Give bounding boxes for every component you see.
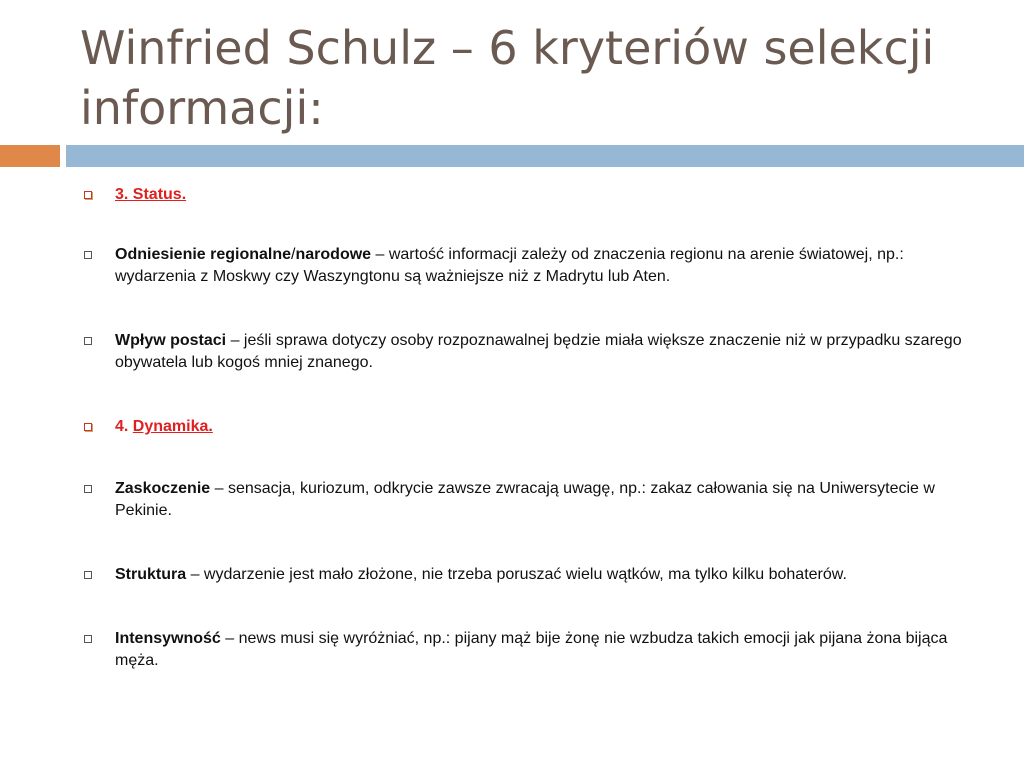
list-item-surprise	[78, 478, 978, 522]
square-bullet-icon	[84, 337, 92, 345]
item-text: – sensacja, kuriozum, odkrycie zawsze zwracają uwagę, np.: zakaz całowania się na Uniwersytecie w Pekinie.	[115, 480, 935, 519]
square-bullet-icon	[84, 635, 92, 643]
square-bullet-icon	[84, 251, 92, 259]
item-term: Wpływ postaci	[115, 332, 227, 349]
slide-content	[78, 180, 978, 672]
list-item-structure	[78, 564, 978, 586]
item-separator: /	[291, 246, 296, 263]
item-text: – wydarzenie jest mało złożone, nie trzeba poruszać wielu wątków, ma tylko kilku bohaterów.	[186, 566, 847, 583]
item-text: – jeśli sprawa dotyczy osoby rozpoznawalnej będzie miała większe znaczenie niż w przypadku szarego obywatela lub kogoś mniej znanego.	[115, 332, 962, 371]
item-text: – wartość informacji zależy od znaczenia regionu na arenie światowej, np.: wydarzenia z Moskwy czy Waszyngtonu są ważniejsze niż z Madrytu lub Aten.	[115, 246, 904, 285]
item-term: Intensywność	[115, 630, 221, 647]
list-item-regional	[78, 244, 978, 288]
section-heading-dynamics	[78, 416, 978, 438]
square-bullet-icon	[84, 571, 92, 579]
list-item-person	[78, 330, 978, 374]
slide-title: Winfried Schulz – 6 kryteriów selekcji informacji:	[80, 21, 935, 135]
heading-label: Dynamika.	[132, 418, 213, 435]
list-item-intensity	[78, 628, 978, 672]
section-heading-status	[78, 184, 978, 206]
item-term: Zaskoczenie	[115, 480, 211, 497]
item-term: Odniesienie regionalne	[115, 246, 292, 263]
item-term-2: narodowe	[295, 246, 372, 263]
square-bullet-icon	[84, 485, 92, 493]
square-bullet-icon	[84, 191, 92, 199]
square-bullet-icon	[84, 423, 92, 431]
heading-label: 3. Status.	[115, 186, 187, 203]
accent-bar-blue	[66, 145, 1024, 167]
item-term: Struktura	[115, 566, 187, 583]
item-text: – news musi się wyróżniać, np.: pijany mąż bije żonę nie wzbudza takich emocji jak pijana żona bijąca męża.	[115, 630, 948, 669]
heading-number: 4.	[115, 418, 133, 435]
accent-bar-orange	[0, 145, 60, 167]
